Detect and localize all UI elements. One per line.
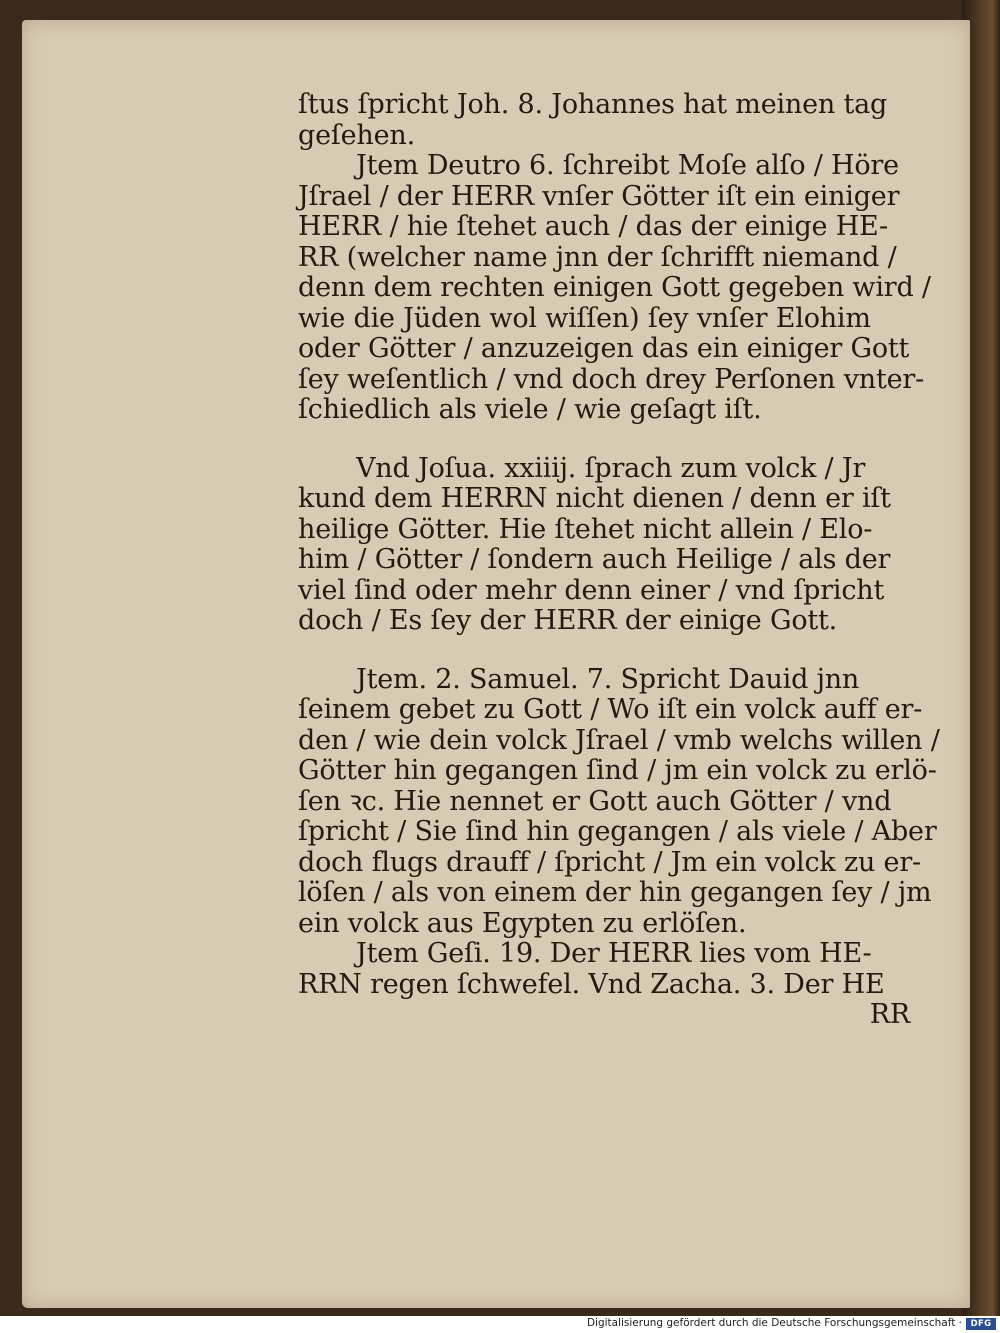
paragraph-4 <box>298 939 918 1031</box>
text-line: heilige Götter. Hie ſtehet nicht allein / Elo- <box>298 513 873 545</box>
text-line: Götter hin gegangen ſind / jm ein volck zu erlö- <box>298 755 937 786</box>
text-line: ſeinem gebet zu Gott / Wo iſt ein volck auff er- <box>298 694 923 725</box>
funding-credit: Digitalisierung gefördert durch die Deutsche Forschungsgemeinschaft · <box>586 1317 962 1329</box>
text-line: oder Götter / anzuzeigen das ein einiger Gott <box>298 333 910 364</box>
text-line: Vnd Joſua. xxiiij. ſprach zum volck / Jr <box>356 452 866 484</box>
catchword: RR <box>869 999 910 1030</box>
text-line: geſehen. <box>298 119 415 151</box>
dfg-logo[interactable]: DFG <box>966 1318 996 1330</box>
paragraph-3 <box>298 663 940 940</box>
page-text <box>298 89 940 1031</box>
text-line: ſtus ſpricht Joh. 8. Johannes hat meinen tag <box>298 89 888 120</box>
text-line: Jtem. 2. Samuel. 7. Spricht Dauid jnn <box>356 663 860 695</box>
text-line: den / wie dein volck Jſrael / vmb welchs willen / <box>298 724 940 756</box>
text-line: wie die Jüden wol wiſſen) ſey vnſer Elohim <box>298 302 871 334</box>
text-line: doch / Es ſey der HERR der einige Gott. <box>298 605 838 636</box>
text-line: kund dem HERRN nicht dienen / denn er iſt <box>298 483 891 514</box>
text-line: HERR / hie ſtehet auch / das der einige HE- <box>298 211 888 242</box>
paragraph-spacer <box>298 426 918 454</box>
text-line: Jtem Deutro 6. ſchreibt Moſe alſo / Höre <box>356 150 899 181</box>
text-line: RRN regen ſchwefel. Vnd Zacha. 3. Der HE <box>298 968 885 1000</box>
text-line: Jſrael / der HERR vnſer Götter iſt ein einiger <box>298 180 900 212</box>
text-line: ſey weſentlich / vnd doch drey Perſonen vnter- <box>298 363 925 395</box>
text-line: viel ſind oder mehr denn einer / vnd ſpricht <box>298 574 885 606</box>
text-line: ſchiedlich als viele / wie geſagt iſt. <box>298 394 762 425</box>
text-line: denn dem rechten einigen Gott gegeben wird / <box>298 272 931 303</box>
text-line: RR (welcher name jnn der ſchrifft niemand / <box>298 241 897 273</box>
text-line: doch flugs drauff / ſpricht / Jm ein volck zu er- <box>298 846 921 878</box>
text-line: ein volck aus Egypten zu erlöſen. <box>298 907 747 939</box>
paragraph-2 <box>298 454 918 637</box>
text-line: ſpricht / Sie ſind hin gegangen / als viele / Aber <box>298 816 937 847</box>
paragraph-1 <box>298 89 931 426</box>
text-line: ſen ꝛc. Hie nennet er Gott auch Götter / vnd <box>298 785 892 817</box>
text-line: Jtem Geſi. 19. Der HERR lies vom HE- <box>356 938 872 969</box>
text-line: him / Götter / ſondern auch Heilige / als der <box>298 544 891 575</box>
text-line: löſen / als von einem der hin gegangen ſey / jm <box>298 877 932 908</box>
digitization-footer <box>0 1316 1000 1333</box>
paragraph-spacer <box>298 637 918 665</box>
